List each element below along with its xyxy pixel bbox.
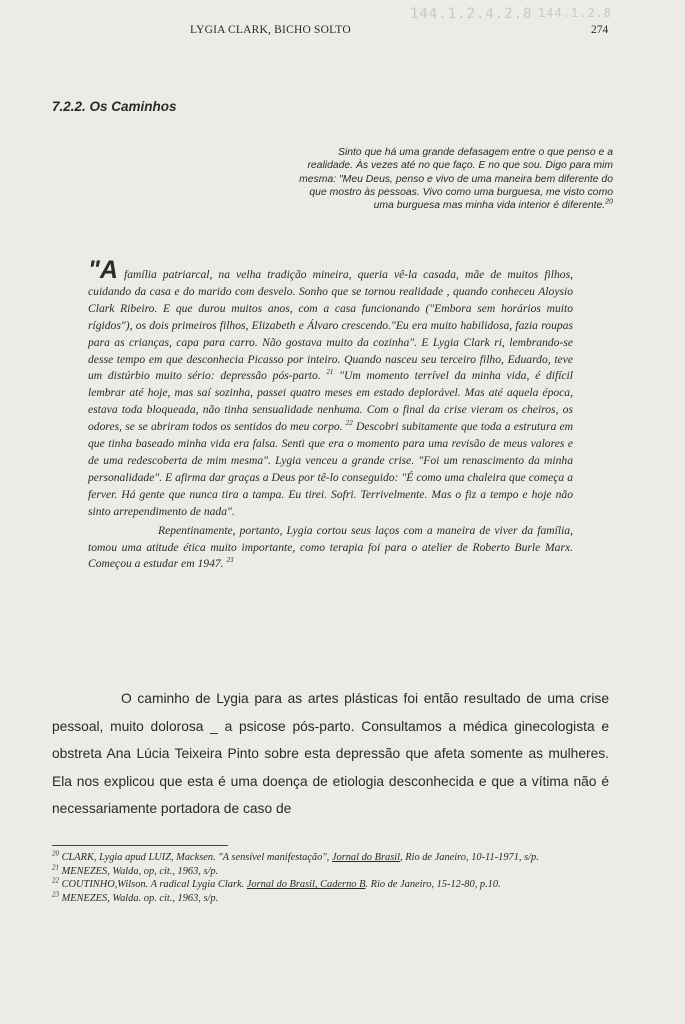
footnote-item: [52, 851, 612, 865]
footnote-source: Jornal do Brasil: [331, 852, 401, 863]
footnote-item: [52, 892, 612, 906]
archive-stamp-secondary: 144.1.2.8: [538, 6, 613, 20]
block-quote: [88, 256, 574, 573]
quote-text-part-2: "Um momento terrível da minha vida, é difícil lembrar até hoje, mas saí sozinha, passei quatro meses em estado deplorável. Mas até aquela época, estava toda bloqueada, não tinha sensualidade nenhuma. Com o final da crise vieram os cheiros, os odores, se se abriram todos os sentidos do meu corpo.: [88, 369, 574, 434]
page-number: 274: [591, 24, 609, 36]
running-head: LYGIA CLARK, BICHO SOLTO: [190, 24, 351, 36]
footnote-marker: 20: [605, 198, 613, 206]
quote-dropcap: "A: [88, 256, 118, 284]
section-title: 7.2.2. Os Caminhos: [52, 99, 177, 114]
footnote-number: 20: [52, 849, 59, 858]
footnote-marker: 21: [326, 368, 334, 377]
footnote-item: [52, 865, 612, 879]
footnote-number: 23: [52, 890, 59, 899]
footnote-source: Jornal do Brasil, Caderno B: [246, 879, 366, 891]
epigraph-text: Sinto que há uma grande defasagem entre o que penso e a realidade. Às vezes até no que faço. E no que sou. Digo para mim mesma: "Meu Deus, penso e vivo de uma maneira bem diferente do que mostro às pessoas. Vivo como uma burguesa, me visto como uma burguesa mas minha vida interior é diferente.: [299, 147, 613, 212]
footnote-text: MENEZES, Walda. op. cit., 1963, s/p.: [59, 892, 219, 904]
epigraph: [295, 146, 613, 212]
footnote-separator: [52, 845, 228, 846]
footnote-text: MENEZES, Walda, op, cit., 1963, s/p.: [59, 865, 219, 877]
footnote-text: COUTINHO,Wilson. A radical Lygia Clark.: [59, 879, 247, 891]
footnote-item: [52, 878, 612, 892]
footnote-text: CLARK, Lygia apud LUIZ, Macksen. "A sensível manifestação",: [59, 852, 332, 863]
footnotes: [52, 851, 612, 905]
quote-text-part-1: família patriarcal, na velha tradição mineira, queria vê-la casada, mãe de muitos filhos, cuidando da casa e do marido com desvelo. Sonho que se tornou realidade , quando conheceu Aloysio Clark Ribeiro. E que durou muitos anos, com a casa funcionando ("Embora sem horários muito rígidos"), os dois primeiros filhos, Elizabeth e Álvaro crescendo."Eu era muito habilidosa, fazia roupas para as crianças, capa para carro. Não gostava muito da cozinha". E Lygia Clark ri, lembrando-se desse tempo em que desconhecia Picasso por inteiro. Quando nasceu seu terceiro filho, Eduardo, teve um distúrbio muito sério: depressão pós-parto.: [88, 268, 573, 383]
footnote-text-end: . Rio de Janeiro, 15-12-80, p.10.: [365, 879, 501, 891]
quote-continuation: [88, 523, 573, 574]
footnote-number: 22: [52, 876, 59, 885]
footnote-number: 21: [52, 863, 59, 872]
quote-text-part-4: Repentinamente, portanto, Lygia cortou seus laços com a maneira de viver da família, tomou uma atitude ética muito importante, como terapia foi para o atelier de Roberto Burle Marx. Começou a estudar em 1947.: [88, 523, 573, 571]
footnote-marker: 23: [226, 556, 234, 565]
footnote-marker: 22: [345, 419, 353, 428]
footnote-text-end: , Rio de Janeiro, 10-11-1971, s/p.: [400, 852, 539, 863]
archive-stamp: 144.1.2.4.2.8: [410, 6, 533, 22]
quote-text-part-3: Descobri subitamente que toda a estrutura em que tinha baseado minha vida era falsa. Senti que era o momento para uma revisão de meus valores e de uma redescoberta de mim mesma". Lygia venceu a grande crise. "Foi um renascimento da minha personalidade". E afirma dar graças a Deus por tê-lo conseguido: "É como uma chaleira que começa a ferver. Há gente que nunca tira a tampa. Eu tirei. Sofri. Terrivelmente. Mas o fiz a tempo e hoje não sinto arrependimento de nada".: [88, 420, 573, 518]
body-paragraph: O caminho de Lygia para as artes plásticas foi então resultado de uma crise pessoal, muito dolorosa _ a psicose pós-parto. Consultamos a médica ginecologista e obstreta Ana Lúcia Teixeira Pinto sobre esta depressão que afeta somente as mulheres. Ela nos explicou que esta é uma doença de etiologia desconhecida e que a vítima não é necessariamente portadora de caso de: [52, 691, 609, 816]
